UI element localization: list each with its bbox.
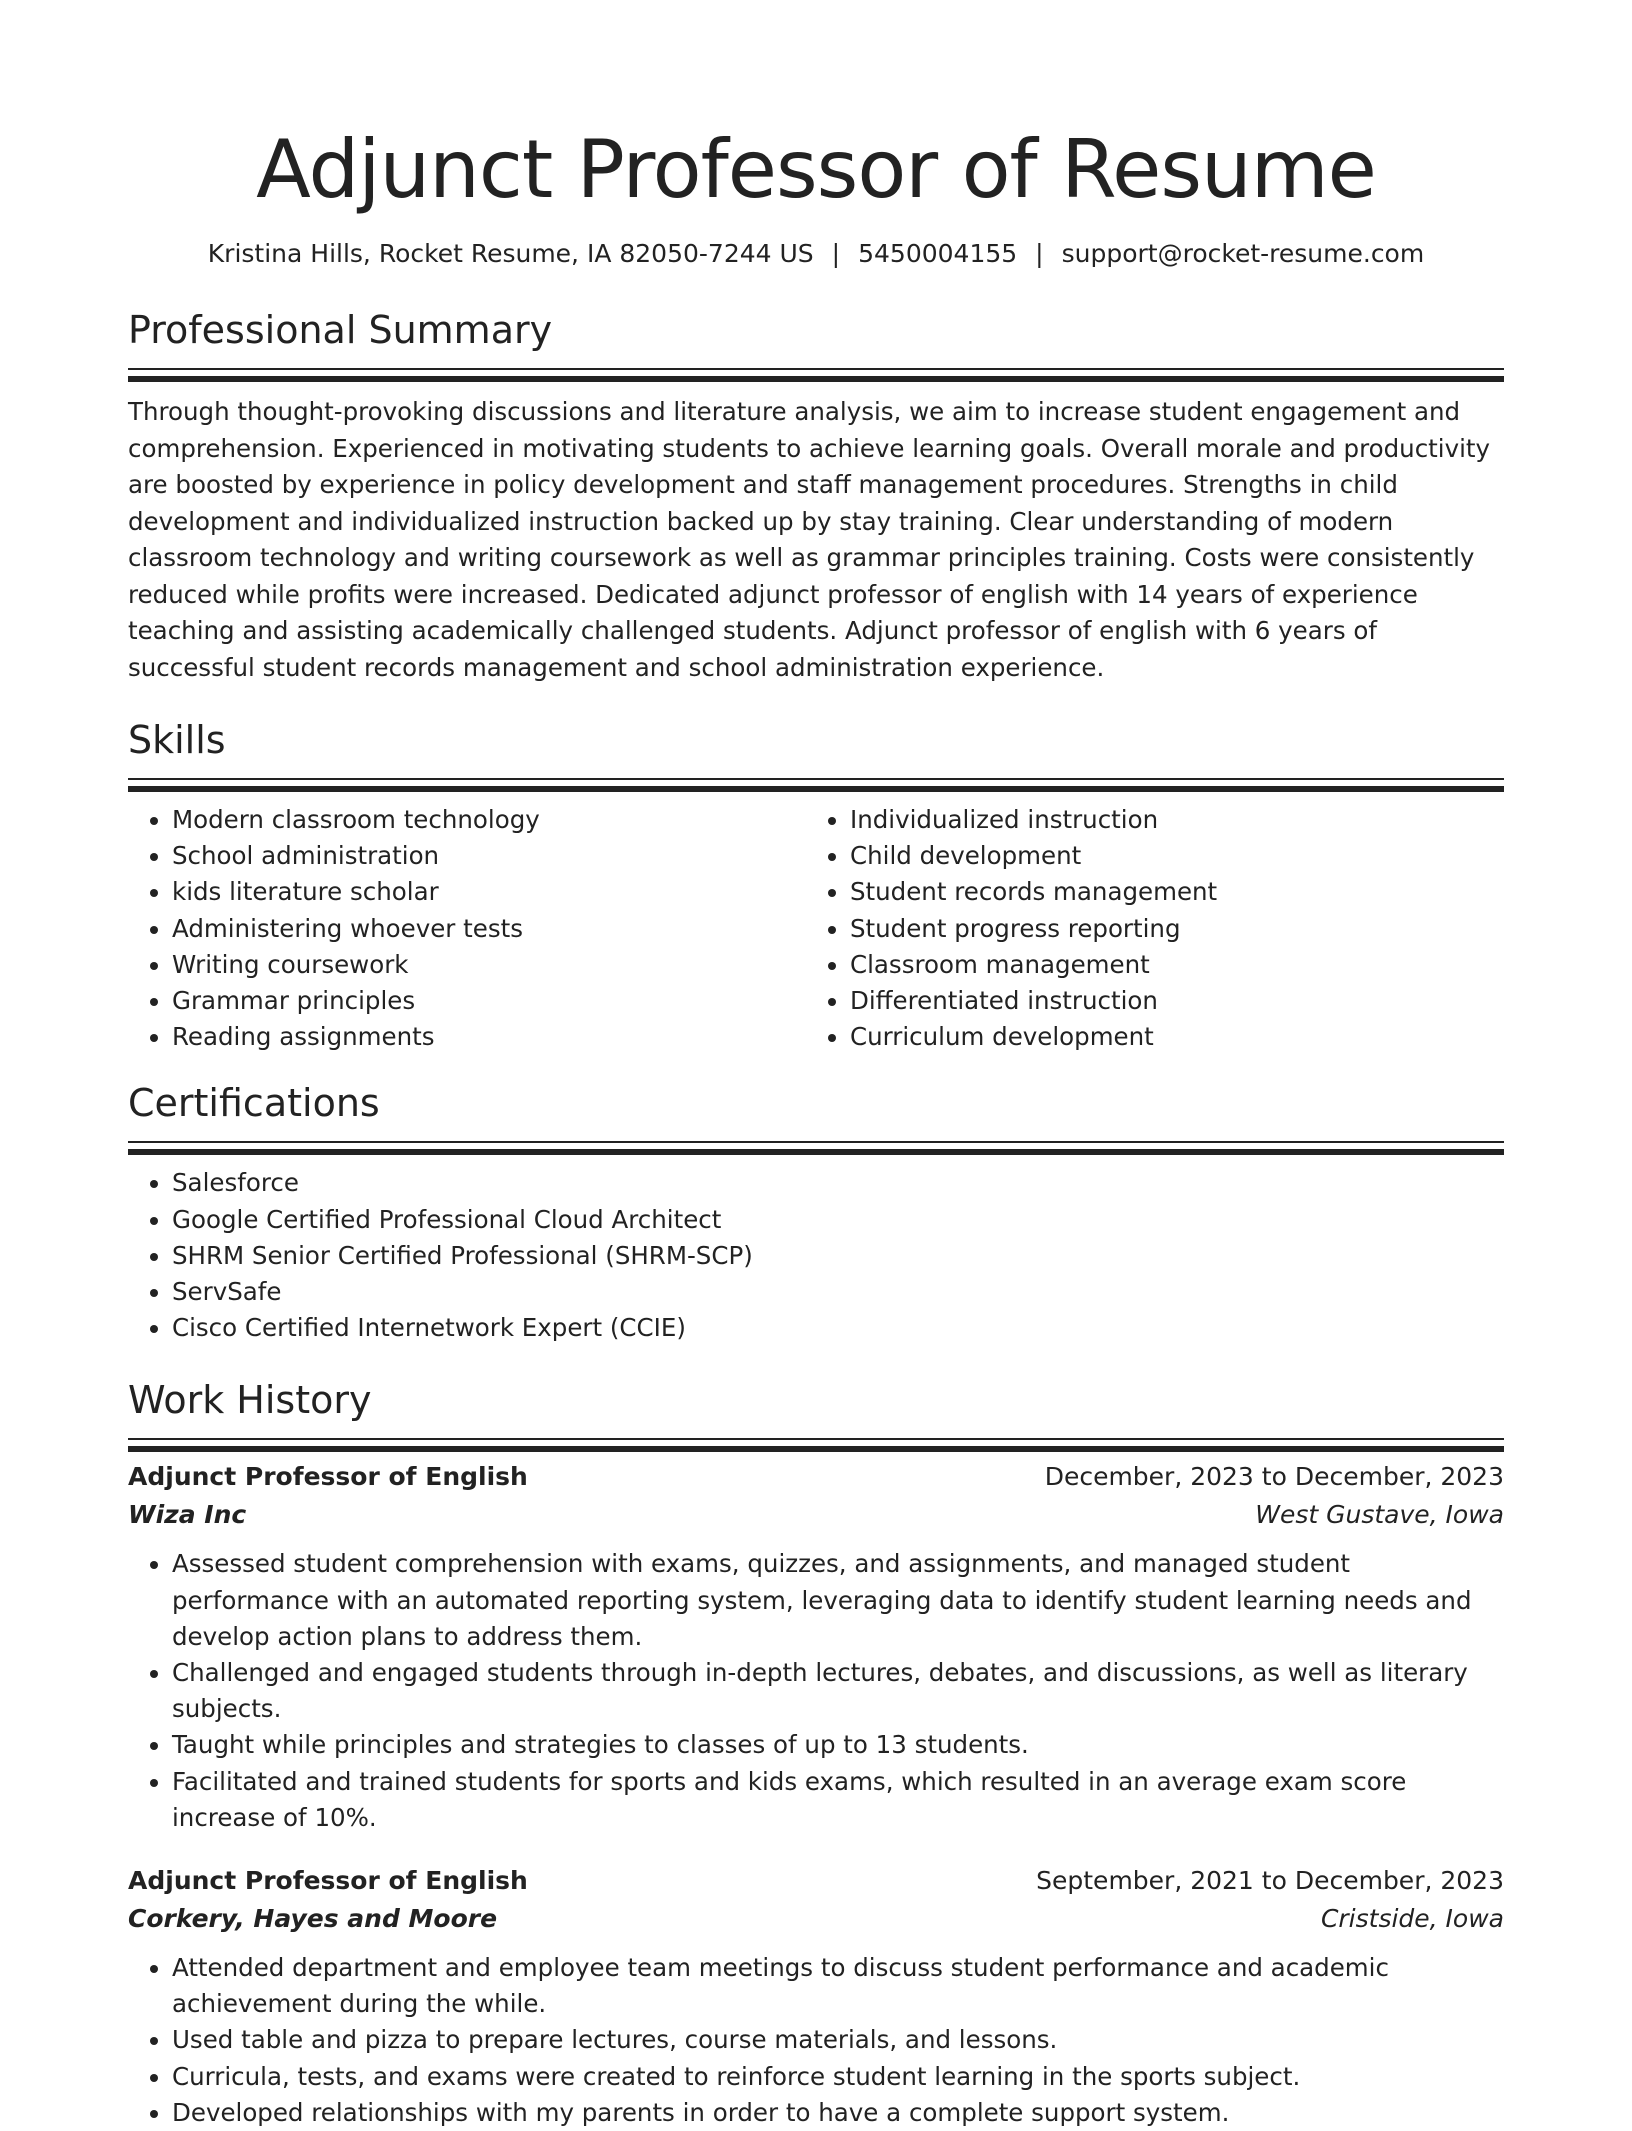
job-header — [128, 1458, 1504, 1496]
work-history-section — [128, 1376, 1504, 2131]
job-subheader — [128, 1496, 1504, 1534]
job-location: Cristside, Iowa — [1320, 1904, 1504, 1934]
skill-item: • Student progress reporting — [850, 911, 1484, 947]
job-dates: December, 2023 to December, 2023 — [1044, 1462, 1504, 1492]
skill-item: • Child development — [850, 838, 1484, 874]
job-bullets — [128, 1950, 1504, 2131]
skills-list-right — [806, 802, 1484, 1055]
job-company: Wiza Inc — [128, 1500, 247, 1530]
section-divider — [128, 1438, 1504, 1440]
certification-item: • Google Certified Professional Cloud Architect — [172, 1202, 1504, 1238]
job-bullet: • Attended department and employee team meetings to discuss student performance and academic achievement during the while. — [172, 1950, 1504, 2022]
certification-item: • Cisco Certified Internetwork Expert (CCIE) — [172, 1310, 1504, 1346]
job-bullet: • Facilitated and trained students for sports and kids exams, which resulted in an average exam score increase of 10%. — [172, 1764, 1504, 1836]
skills-columns — [128, 802, 1504, 1055]
certification-item: • Salesforce — [172, 1165, 1504, 1201]
summary-section — [128, 306, 1504, 686]
skill-item: • Classroom management — [850, 947, 1484, 983]
contact-line — [128, 236, 1504, 272]
skill-item: • kids literature scholar — [172, 874, 806, 910]
skill-item: • Administering whoever tests — [172, 911, 806, 947]
job-company: Corkery, Hayes and Moore — [128, 1904, 498, 1934]
section-heading-summary: Professional Summary — [128, 308, 553, 352]
skills-column-left — [128, 802, 806, 1055]
skills-list-left — [128, 802, 806, 1055]
job-bullet: • Taught while principles and strategies to classes of up to 13 students. — [172, 1727, 1504, 1763]
section-divider — [128, 1141, 1504, 1143]
summary-text: Through thought-provoking discussions and literature analysis, we aim to increase student engagement and comprehension. Experienced in motivating students to achieve learning goals. Overall morale and productivity are boosted by experience in policy development and staff management procedures. Strengths in child development and individualized instruction backed up by stay training. Clear understanding of modern classroom technology and writing coursework as well as grammar principles training. Costs were consistently reduced while profits were increased. Dedicated adjunct professor of english with 14 years of experience teaching and assisting academically challenged students. Adjunct professor of english with 6 years of successful student records management and school administration experience. — [128, 397, 1490, 682]
section-heading-work-history: Work History — [128, 1378, 372, 1423]
skill-item: • Differentiated instruction — [850, 983, 1484, 1019]
section-divider — [128, 778, 1504, 780]
skill-item: • School administration — [172, 838, 806, 874]
certifications-list — [128, 1165, 1504, 1346]
job-bullet: • Challenged and engaged students through in-depth lectures, debates, and discussions, as well as literary subjects. — [172, 1655, 1504, 1727]
job-bullet: • Used table and pizza to prepare lectures, course materials, and lessons. — [172, 2022, 1504, 2058]
skills-section — [128, 716, 1504, 1055]
contact-phone: 5450004155 — [858, 239, 1018, 268]
certifications-section — [128, 1079, 1504, 1346]
job-dates: September, 2021 to December, 2023 — [1036, 1866, 1504, 1896]
skill-item: • Individualized instruction — [850, 802, 1484, 838]
job-bullet: • Assessed student comprehension with exams, quizzes, and assignments, and managed student performance with an automated reporting system, leveraging data to identify student learning needs and develop action plans to address them. — [172, 1546, 1504, 1655]
contact-separator: | — [831, 239, 841, 268]
skill-item: • Writing coursework — [172, 947, 806, 983]
job-bullet: • Developed relationships with my parents in order to have a complete support system. — [172, 2095, 1504, 2131]
contact-email: support@rocket-resume.com — [1061, 239, 1425, 268]
section-heading-skills: Skills — [128, 718, 226, 762]
resume-title: Adjunct Professor of Resume — [256, 123, 1376, 216]
skill-item: • Modern classroom technology — [172, 802, 806, 838]
job-location: West Gustave, Iowa — [1255, 1500, 1504, 1530]
skills-column-right — [806, 802, 1484, 1055]
skill-item: • Grammar principles — [172, 983, 806, 1019]
job-bullets — [128, 1546, 1504, 1836]
skill-item: • Student records management — [850, 874, 1484, 910]
job-entry — [128, 1862, 1504, 2131]
skill-item: • Reading assignments — [172, 1019, 806, 1055]
contact-separator: | — [1035, 239, 1044, 268]
job-title: Adjunct Professor of English — [128, 1462, 528, 1492]
job-header — [128, 1862, 1504, 1900]
certification-item: • SHRM Senior Certified Professional (SHRM-SCP) — [172, 1238, 1504, 1274]
certification-item: • ServSafe — [172, 1274, 1504, 1310]
contact-address: Kristina Hills, Rocket Resume, IA 82050-7244 US — [207, 239, 814, 268]
skill-item: • Curriculum development — [850, 1019, 1484, 1055]
job-entry — [128, 1458, 1504, 1836]
job-subheader — [128, 1900, 1504, 1938]
job-bullet: • Curricula, tests, and exams were created to reinforce student learning in the sports subject. — [172, 2059, 1504, 2095]
resume-page — [128, 120, 1504, 2131]
section-heading-certifications: Certifications — [128, 1081, 380, 1126]
section-divider — [128, 368, 1504, 370]
job-title: Adjunct Professor of English — [128, 1866, 528, 1896]
